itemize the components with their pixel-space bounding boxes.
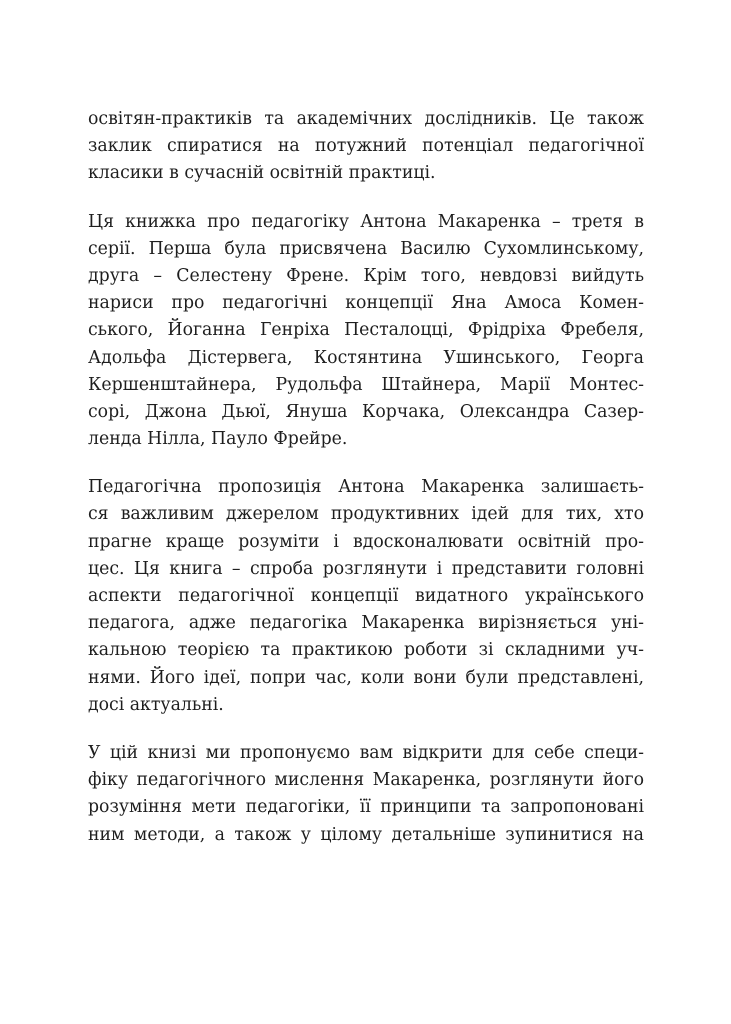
text-line: фіку педагогічного мислення Макаренка, розглянути його xyxy=(88,770,644,791)
text-line: ського, Йоганна Генріха Песталоцці, Фрідріха Фребеля, xyxy=(88,320,644,341)
text-line: прагне краще розуміти і вдосконалювати освітній про- xyxy=(88,531,644,552)
text-line: кальною теорією та практикою роботи зі складними уч- xyxy=(88,640,644,661)
text-line: нариси про педагогічні концепції Яна Амоса Комен- xyxy=(88,293,644,314)
text-line: сорі, Джона Дьюї, Януша Корчака, Олександра Сазер- xyxy=(88,401,644,422)
text-line: освітян-практиків та академічних дослідників. Це також xyxy=(88,109,644,129)
text-line: ленда Нілла, Пауло Фрейре. xyxy=(88,429,348,450)
text-line: цес. Ця книга – спроба розглянути і представити головні xyxy=(88,558,644,579)
text-line: розуміння мети педагогіки, її принципи та запропоновані xyxy=(88,797,644,818)
paragraph-book-aim xyxy=(88,740,644,849)
text-line: Педагогічна пропозиція Антона Макаренка залишаєть- xyxy=(88,477,644,498)
text-line: заклик спиратися на потужний потенціал педагогічної xyxy=(88,136,644,157)
text-line: Ця книжка про педагогіку Антона Макаренка – третя в xyxy=(88,211,644,232)
text-line: ним методи, а також у цілому детальніше зупинитися на xyxy=(88,824,644,845)
text-line: педагога, адже педагогіка Макаренка вирізняється уні- xyxy=(88,613,644,634)
text-line: друга – Селестену Френе. Крім того, невдовзі вийдуть xyxy=(88,265,644,286)
text-line: серії. Перша була присвячена Василю Сухомлинському, xyxy=(88,238,644,259)
text-line: ся важливим джерелом продуктивних ідей для тих, хто xyxy=(88,504,644,525)
text-line: досі актуальні. xyxy=(88,694,224,715)
text-line: аспекти педагогічної концепції видатного українського xyxy=(88,586,644,606)
text-line: У цій книзі ми пропонуємо вам відкрити для себе специ- xyxy=(88,742,644,763)
text-line: Кершенштайнера, Рудольфа Штайнера, Марії Монтес- xyxy=(88,374,644,395)
page-body xyxy=(88,106,644,870)
paragraph-intro-continuation xyxy=(88,106,644,188)
paragraph-proposal xyxy=(88,474,644,719)
paragraph-series xyxy=(88,209,644,454)
text-line: класики в сучасній освітній практиці. xyxy=(88,163,436,184)
text-line: Адольфа Дістервега, Костянтина Ушинського, Георга xyxy=(88,347,644,368)
text-line: нями. Його ідеї, попри час, коли вони були представлені, xyxy=(88,667,644,688)
